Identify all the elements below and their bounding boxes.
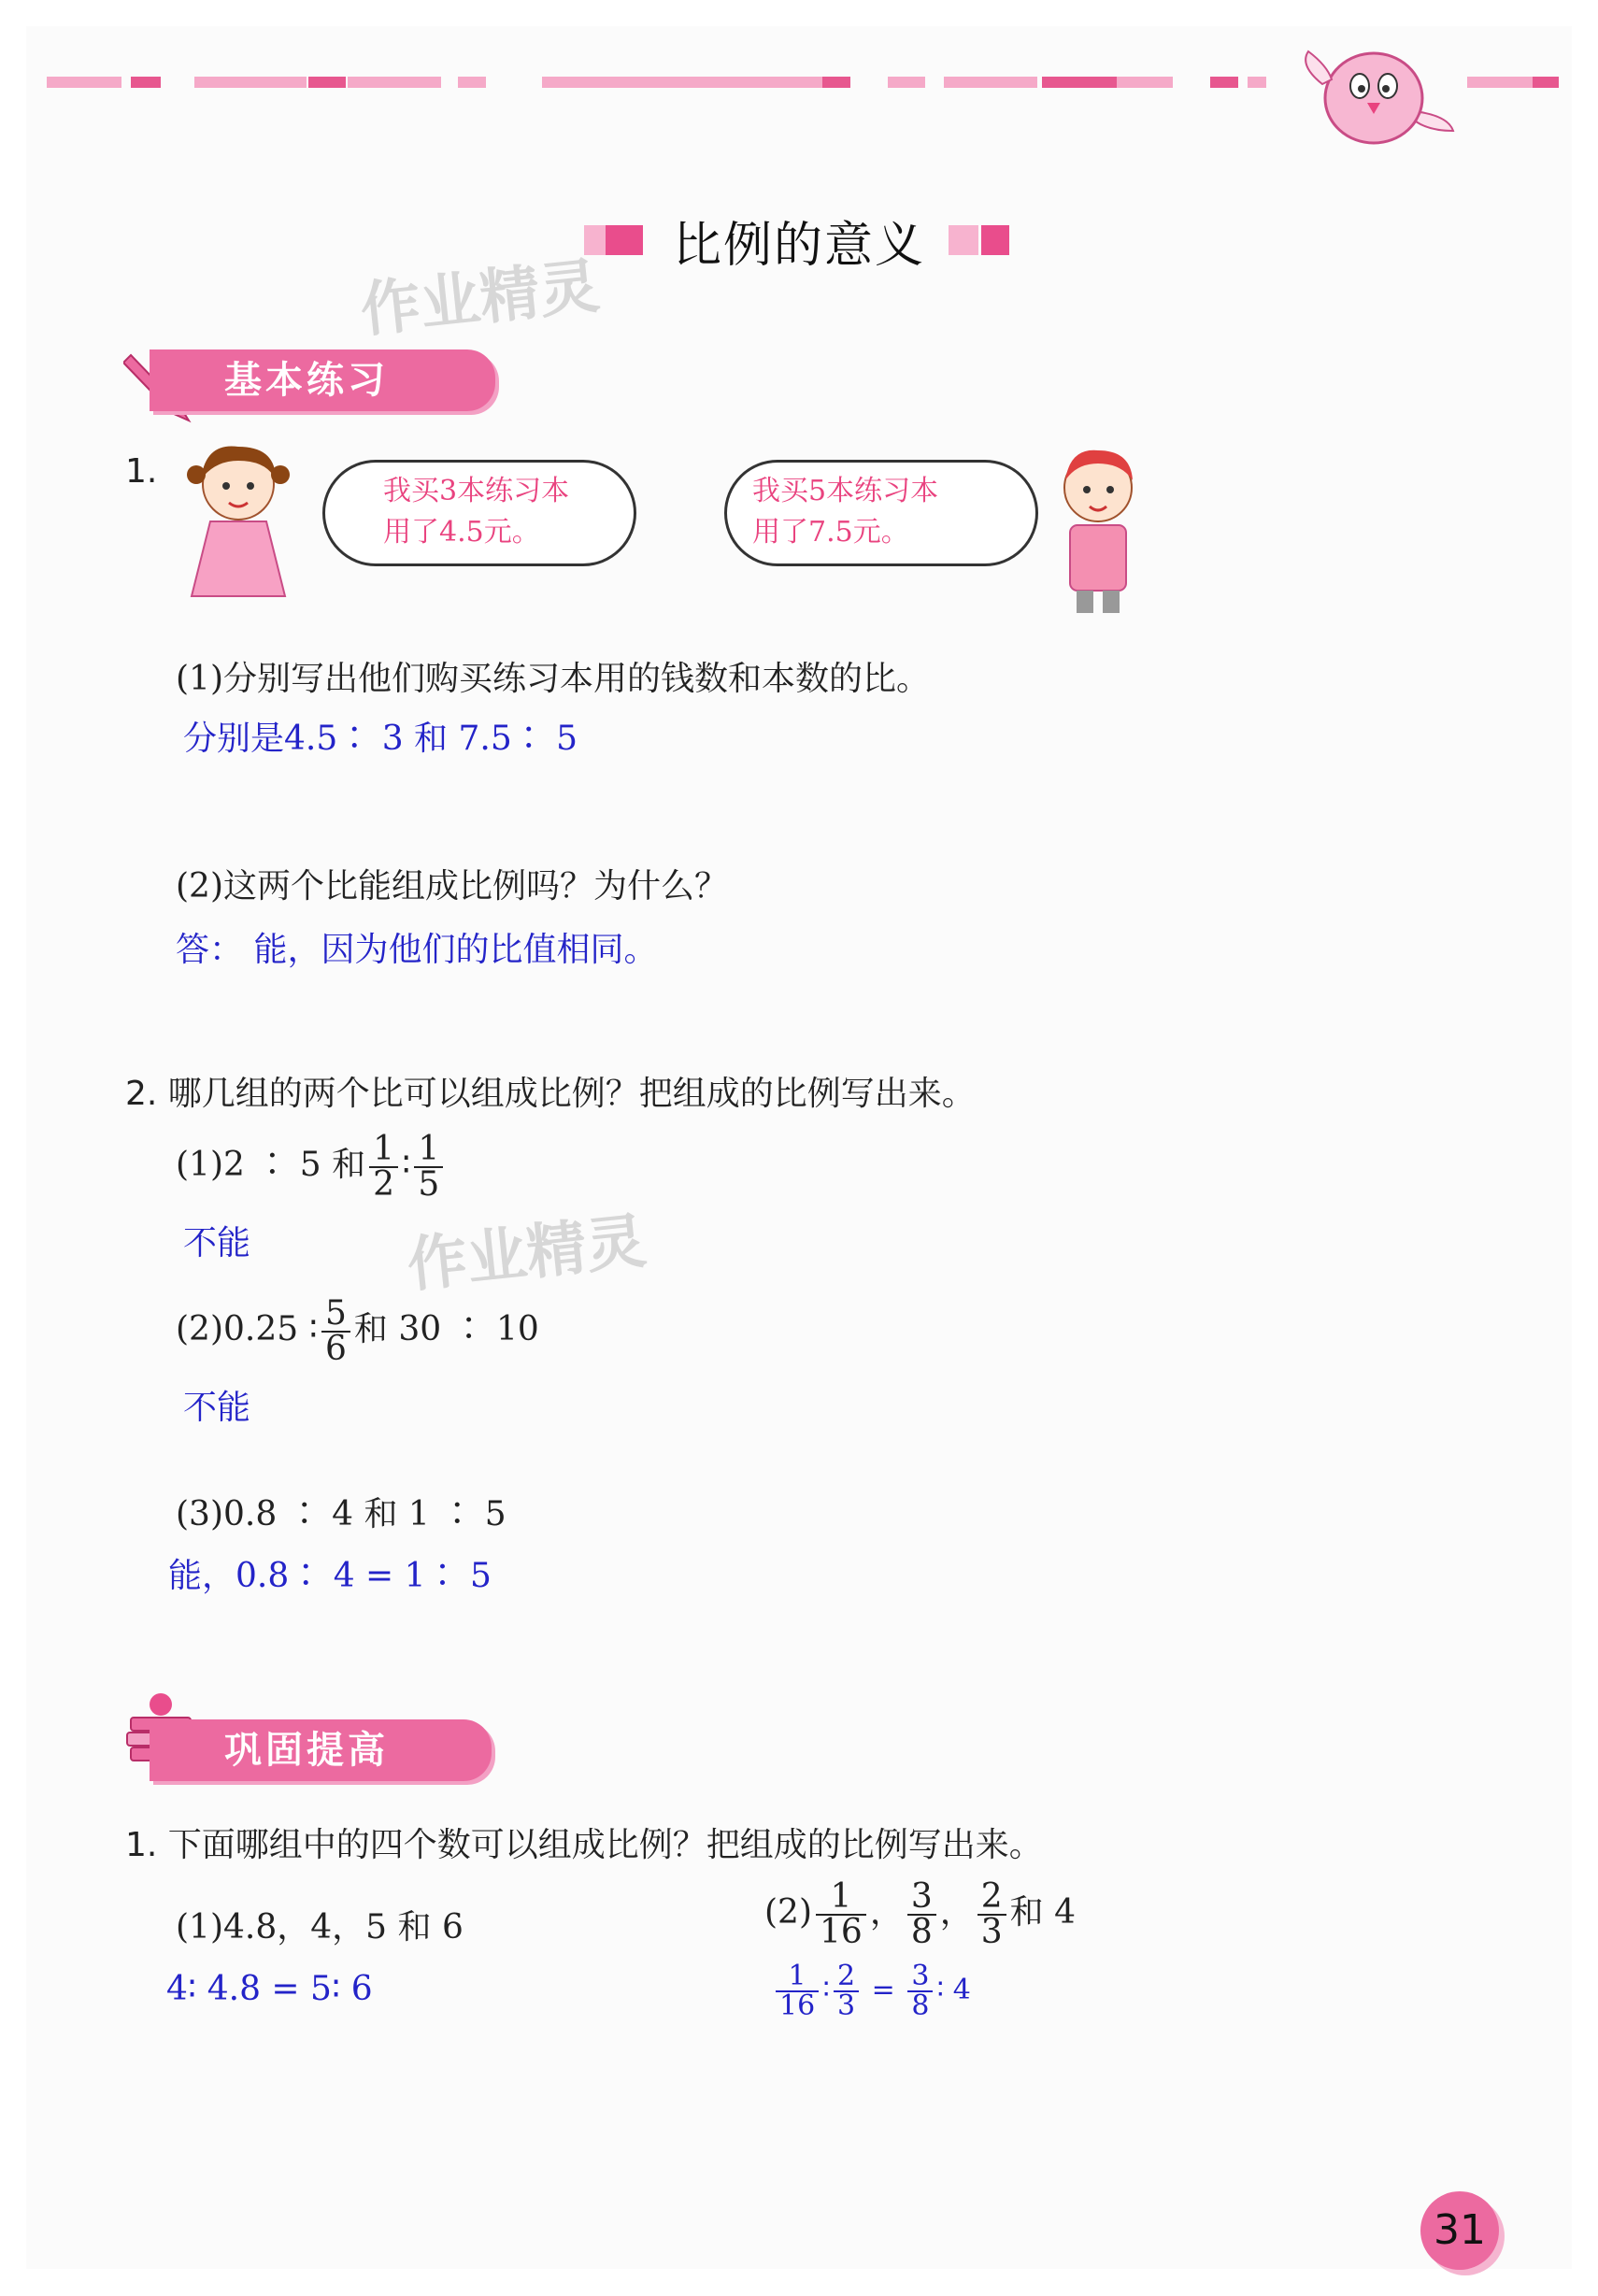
numerator: 2 (837, 1960, 856, 1992)
q1-answer2: 答： 能，因为他们的比值相同。 (176, 931, 658, 969)
q1-sub2-text: (2)这两个比能组成比例吗？为什么？ (176, 867, 728, 906)
numerator: 5 (324, 1294, 347, 1333)
q1-answer1: 分别是4.5∶ 3 和 7.5∶ 5 (183, 720, 578, 758)
q2-a-colon: ∶ (402, 1146, 411, 1184)
q2-item-a (176, 1130, 447, 1204)
q2-a-answer: 不能 (183, 1224, 251, 1262)
denominator: 3 (834, 1990, 859, 2020)
q1-sub1-text: (1)分别写出他们购买练习本用的钱数和本数的比。 (176, 660, 930, 698)
denominator: 16 (776, 1990, 819, 2020)
q2-a-prefix: (1)2 ∶ 5 和 (176, 1146, 366, 1184)
boy-speech-line2: 用了7.5元。 (752, 516, 909, 549)
boy-illustration (1047, 443, 1149, 620)
colon: ∶ (822, 1974, 830, 2006)
fraction (907, 1877, 936, 1951)
title-deco-right (949, 225, 978, 255)
q3-item-b (764, 1877, 1077, 1951)
q2-c-answer: 能，0.8∶ 4 = 1∶ 5 (168, 1557, 492, 1595)
q2-b-prefix: (2)0.25 ∶ (176, 1310, 318, 1348)
fraction (907, 1962, 933, 2020)
girl-speech-line1: 我买3本练习本 (383, 475, 570, 507)
separator: ， (869, 1893, 904, 1932)
fraction (834, 1962, 859, 2020)
girl-illustration (178, 437, 308, 615)
page-number: 31 (1420, 2191, 1499, 2270)
denominator: 8 (907, 1914, 936, 1949)
numerator: 3 (911, 1960, 930, 1992)
fraction (776, 1962, 819, 2020)
fraction (414, 1130, 443, 1204)
q2-b-answer: 不能 (183, 1389, 251, 1427)
q2-b-suffix: 和 30 ∶ 10 (353, 1310, 539, 1348)
numerator: 1 (373, 1130, 395, 1168)
q3-item-a: (1)4.8，4，5 和 6 (176, 1908, 464, 1947)
denominator: 3 (977, 1914, 1006, 1949)
title-deco-left-dark (606, 225, 643, 255)
equals: = (871, 1974, 895, 2006)
numerator: 2 (980, 1877, 1003, 1916)
girl-speech-line2: 用了4.5元。 (383, 516, 540, 549)
section-consolidate-banner: 巩固提高 (150, 1719, 492, 1781)
q3-a-answer: 4∶ 4.8 = 5∶ 6 (166, 1970, 373, 2008)
numerator: 1 (830, 1877, 852, 1916)
denominator: 16 (816, 1914, 866, 1949)
watermark: 作业精灵 (357, 251, 603, 347)
tail: ∶ 4 (936, 1974, 971, 2006)
denominator: 6 (321, 1331, 350, 1366)
numerator: 1 (788, 1960, 806, 1992)
q3-b-suffix: 和 4 (1009, 1893, 1077, 1932)
denominator: 2 (369, 1166, 398, 1202)
page-title: 比例的意义 (673, 218, 926, 274)
q2-item-b (176, 1294, 539, 1368)
question-number: 1. (125, 452, 158, 491)
q3-b-answer (772, 1962, 971, 2020)
fraction (369, 1130, 398, 1204)
fraction (321, 1294, 350, 1368)
q2-item-c: (3)0.8 ∶ 4 和 1 ∶ 5 (176, 1495, 507, 1533)
bird-illustration (1294, 28, 1462, 159)
fraction (816, 1877, 866, 1951)
fraction (977, 1877, 1006, 1951)
watermark: 作业精灵 (404, 1206, 649, 1302)
q3-b-prefix: (2) (764, 1893, 812, 1932)
numerator: 3 (910, 1877, 933, 1916)
boy-speech-line1: 我买5本练习本 (752, 475, 939, 507)
separator: ， (939, 1893, 974, 1932)
numerator: 1 (418, 1130, 440, 1168)
denominator: 5 (414, 1166, 443, 1202)
title-deco-right-dark (981, 225, 1009, 255)
q3-stem: 1. 下面哪组中的四个数可以组成比例？把组成的比例写出来。 (125, 1826, 1043, 1864)
q2-stem: 2. 哪几组的两个比可以组成比例？把组成的比例写出来。 (125, 1075, 976, 1113)
denominator: 8 (907, 1990, 933, 2020)
section-basic-banner: 基本练习 (150, 349, 495, 411)
